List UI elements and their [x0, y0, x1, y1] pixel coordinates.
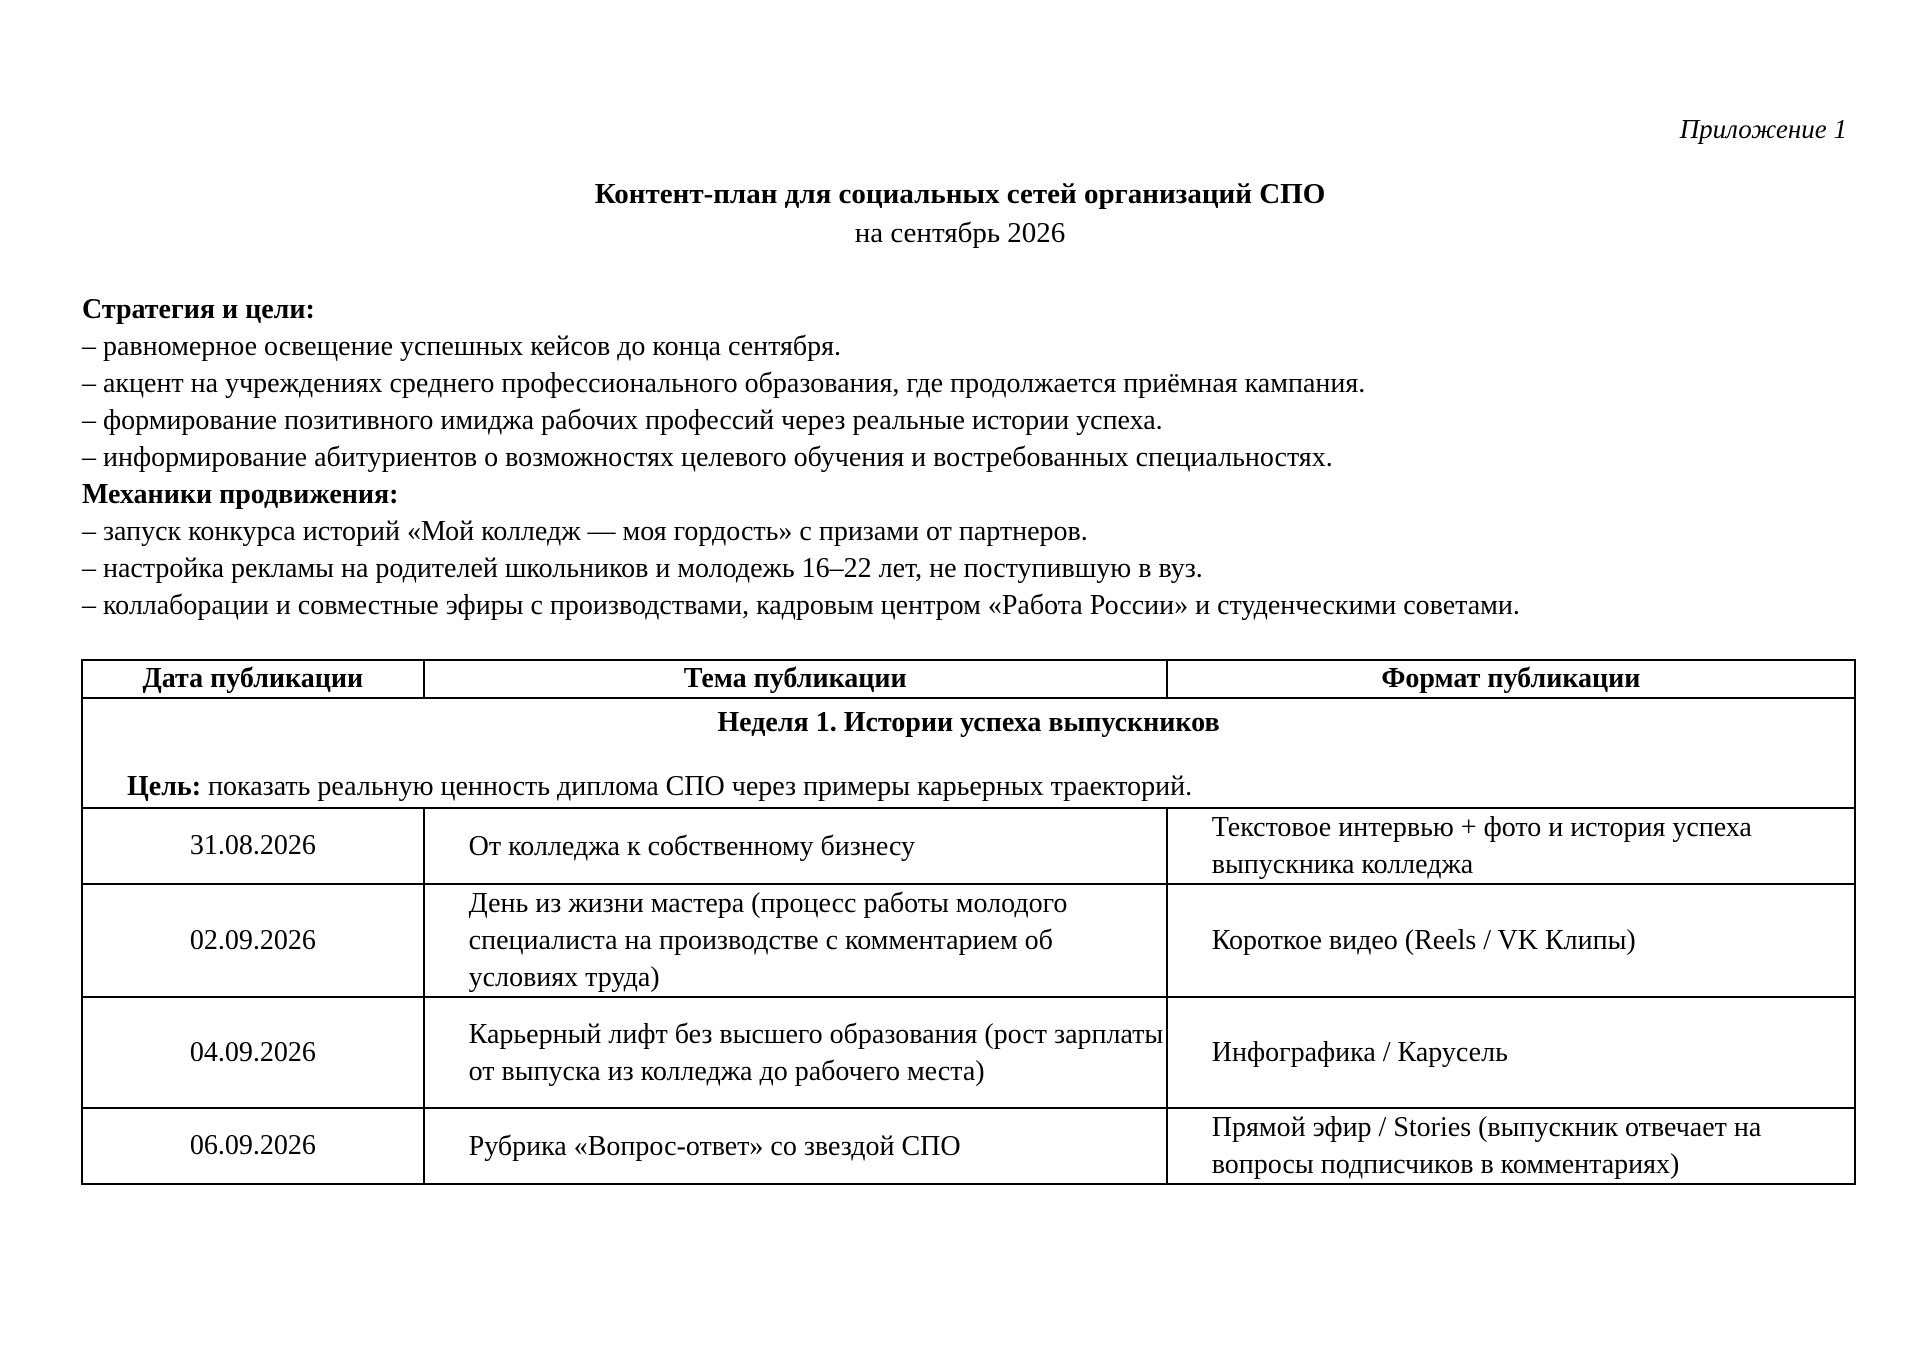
table-row [82, 884, 1855, 997]
header-date: Дата публикации [82, 660, 424, 698]
mechanics-heading: Механики продвижения: [82, 479, 399, 510]
week-title: Неделя 1. Истории успеха выпускников [717, 707, 1220, 738]
table-row [82, 997, 1855, 1108]
table-row [82, 808, 1855, 884]
strategy-heading: Стратегия и цели: [82, 294, 315, 325]
week-cell [82, 698, 1855, 808]
row-format: Прямой эфир / Stories (выпускник отвечает на вопросы подписчиков в комментариях) [1167, 1108, 1855, 1184]
week-goal-text: показать реальную ценность диплома СПО через примеры карьерных траекторий. [201, 771, 1193, 802]
week-goal [83, 770, 1854, 804]
table-header-row [82, 660, 1855, 698]
row-date: 02.09.2026 [82, 884, 424, 997]
row-format: Инфографика / Карусель [1167, 997, 1855, 1108]
row-topic: Карьерный лифт без высшего образования (рост зарплаты от выпуска из колледжа до рабочего места) [424, 997, 1167, 1108]
row-topic: Рубрика «Вопрос-ответ» со звездой СПО [424, 1108, 1167, 1184]
document-title: Контент-план для социальных сетей организаций СПО [594, 178, 1326, 210]
header-topic: Тема публикации [424, 660, 1167, 698]
strategy-item: – акцент на учреждениях среднего профессионального образования, где продолжается приёмная кампания. [82, 368, 1366, 399]
row-topic: День из жизни мастера (процесс работы молодого специалиста на производстве с комментарием об условиях труда) [424, 884, 1167, 997]
week-row [82, 698, 1855, 808]
appendix-label: Приложение 1 [1679, 114, 1847, 144]
mechanics-item: – запуск конкурса историй «Мой колледж — моя гордость» с призами от партнеров. [82, 516, 1088, 547]
row-format: Текстовое интервью + фото и история успеха выпускника колледжа [1167, 808, 1855, 884]
content-plan-table [81, 659, 1856, 1185]
week-goal-label: Цель: [127, 771, 202, 802]
mechanics-item: – настройка рекламы на родителей школьников и молодежь 16–22 лет, не поступившую в вуз. [82, 553, 1203, 584]
mechanics-item: – коллаборации и совместные эфиры с производствами, кадровым центром «Работа России» и студенческими советами. [82, 590, 1520, 621]
strategy-item: – информирование абитуриентов о возможностях целевого обучения и востребованных специальностях. [82, 442, 1333, 473]
strategy-item: – формирование позитивного имиджа рабочих профессий через реальные истории успеха. [82, 405, 1163, 436]
row-topic: От колледжа к собственному бизнесу [424, 808, 1167, 884]
table-row [82, 1108, 1855, 1184]
row-date: 04.09.2026 [82, 997, 424, 1108]
document-subtitle: на сентябрь 2026 [854, 217, 1066, 249]
row-date: 06.09.2026 [82, 1108, 424, 1184]
strategy-block [82, 291, 1862, 624]
row-format: Короткое видео (Reels / VK Клипы) [1167, 884, 1855, 997]
row-date: 31.08.2026 [82, 808, 424, 884]
strategy-item: – равномерное освещение успешных кейсов до конца сентября. [82, 331, 842, 362]
header-format: Формат публикации [1167, 660, 1855, 698]
